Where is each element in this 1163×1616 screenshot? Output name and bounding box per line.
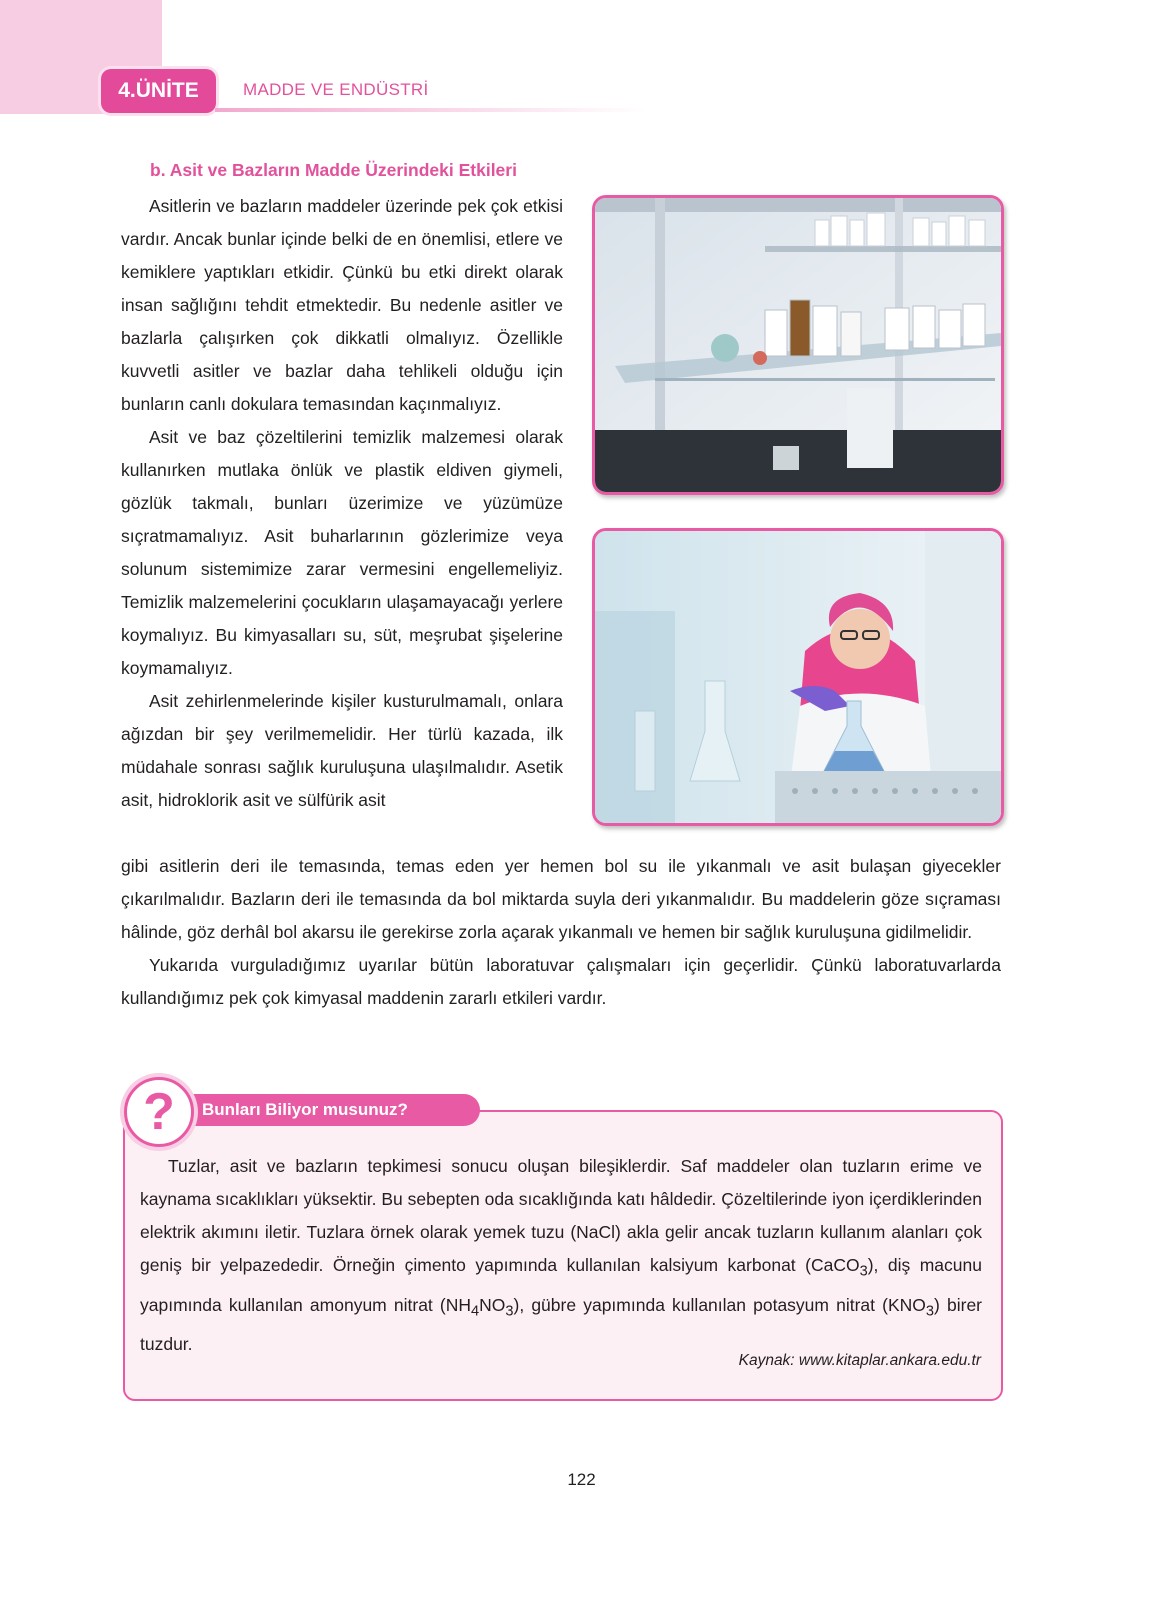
question-mark-icon: ? (124, 1077, 194, 1147)
paragraph-3b: gibi asitlerin deri ile temasında, temas eden yer hemen bol su ile yıkanmalı ve asit bulaşan giyecekler çıkarılmalıdır. Bazların deri ile temasında da bol miktarda suyla deri yıkanmalıdır. Bu maddelerin göze sıçraması hâlinde, göz derhâl bol akarsu ile gerekirse zorla açarak yıkanmalı ve hemen bir sağlık kuruluşuna gidilmelidir. (121, 856, 1001, 942)
info-box-source: Kaynak: www.kitaplar.ankara.edu.tr (738, 1352, 981, 1369)
paragraph-4: Yukarıda vurguladığımız uyarılar bütün laboratuvar çalışmaları için geçerlidir. Çünkü laboratuvarlarda kullandığımız pek çok kimyasal maddenin zararlı etkileri vardır. (121, 955, 1001, 1008)
page-number: 122 (567, 1470, 596, 1489)
header-underline (215, 108, 645, 112)
paragraph-1: Asitlerin ve bazların maddeler üzerinde pek çok etkisi vardır. Ancak bunlar içinde belki de en önemlisi, etlere ve kemiklere yaptıkları etkidir. Çünkü bu etki direkt olarak insan sağlığını tehdit etmektedir. Bu nedenle asitler ve bazlarla çalışırken çok dikkatli olmalıyız. Özellikle kuvvetli asitler ve bazlar daha tehlikeli olduğu için bunların canlı dokulara temasından kaçınmalıyız. (121, 196, 563, 414)
chemist-illustration (595, 531, 1001, 823)
info-box-paragraph: Tuzlar, asit ve bazların tepkimesi sonucu oluşan bileşiklerdir. Saf maddeler olan tuzların erime ve kaynama sıcaklıkları yüksektir. Bu sebepten oda sıcaklığında katı hâldedir. Çözeltilerinde iyon içerdiklerinden elektrik akımını iletir. Tuzlara örnek olarak yemek tuzu (NaCl) akla gelir ancak tuzların kullanım alanları çok geniş bir yelpazededir. Örneğin çimento yapımında kullanılan kalsiyum karbonat (CaCO$_3$), diş macunu yapımında kullanılan amonyum nitrat $(NH_4NO_3)$, gübre yapımında kullanılan potasyum nitrat $(KNO_3)$ birer tuzdur. (140, 1156, 982, 1354)
paragraph-3a: Asit zehirlenmelerinde kişiler kusturulmamalı, onlara ağızdan bir şey verilmemelidir. Her türlü kazada, ilk müdahale sonrası sağlık kuruluşuna ulaşılmalıdır. Asetik asit, hidroklorik asit ve sülfürik asit (121, 691, 563, 810)
chemist-photo (592, 528, 1004, 826)
lab-shelves-illustration (595, 198, 1001, 492)
paragraph-2: Asit ve baz çözeltilerini temizlik malzemesi olarak kullanırken mutlaka önlük ve plastik eldiven giymeli, gözlük takmalı, bunları üzerimize ve yüzümüze sıçratmamalıyız. Asit buharlarının gözlerimize veya solunum sistemimize zarar vermesini engellemeliyiz. Temizlik malzemelerini çocukların ulaşamayacağı yerlere koymalıyız. Bu kimyasalları su, süt, meşrubat şişelerine koymamalıyız. (121, 427, 563, 678)
header-title: MADDE VE ENDÜSTRİ (243, 80, 429, 99)
body-text-narrow (121, 190, 563, 817)
info-box-text (140, 1150, 982, 1361)
unit-badge: 4.ÜNİTE (101, 69, 216, 113)
body-text-wide (121, 850, 1001, 1015)
info-box-title: Bunları Biliyor musunuz? (188, 1094, 480, 1126)
lab-shelves-photo (592, 195, 1004, 495)
section-heading: b. Asit ve Bazların Madde Üzerindeki Etkileri (150, 160, 517, 180)
